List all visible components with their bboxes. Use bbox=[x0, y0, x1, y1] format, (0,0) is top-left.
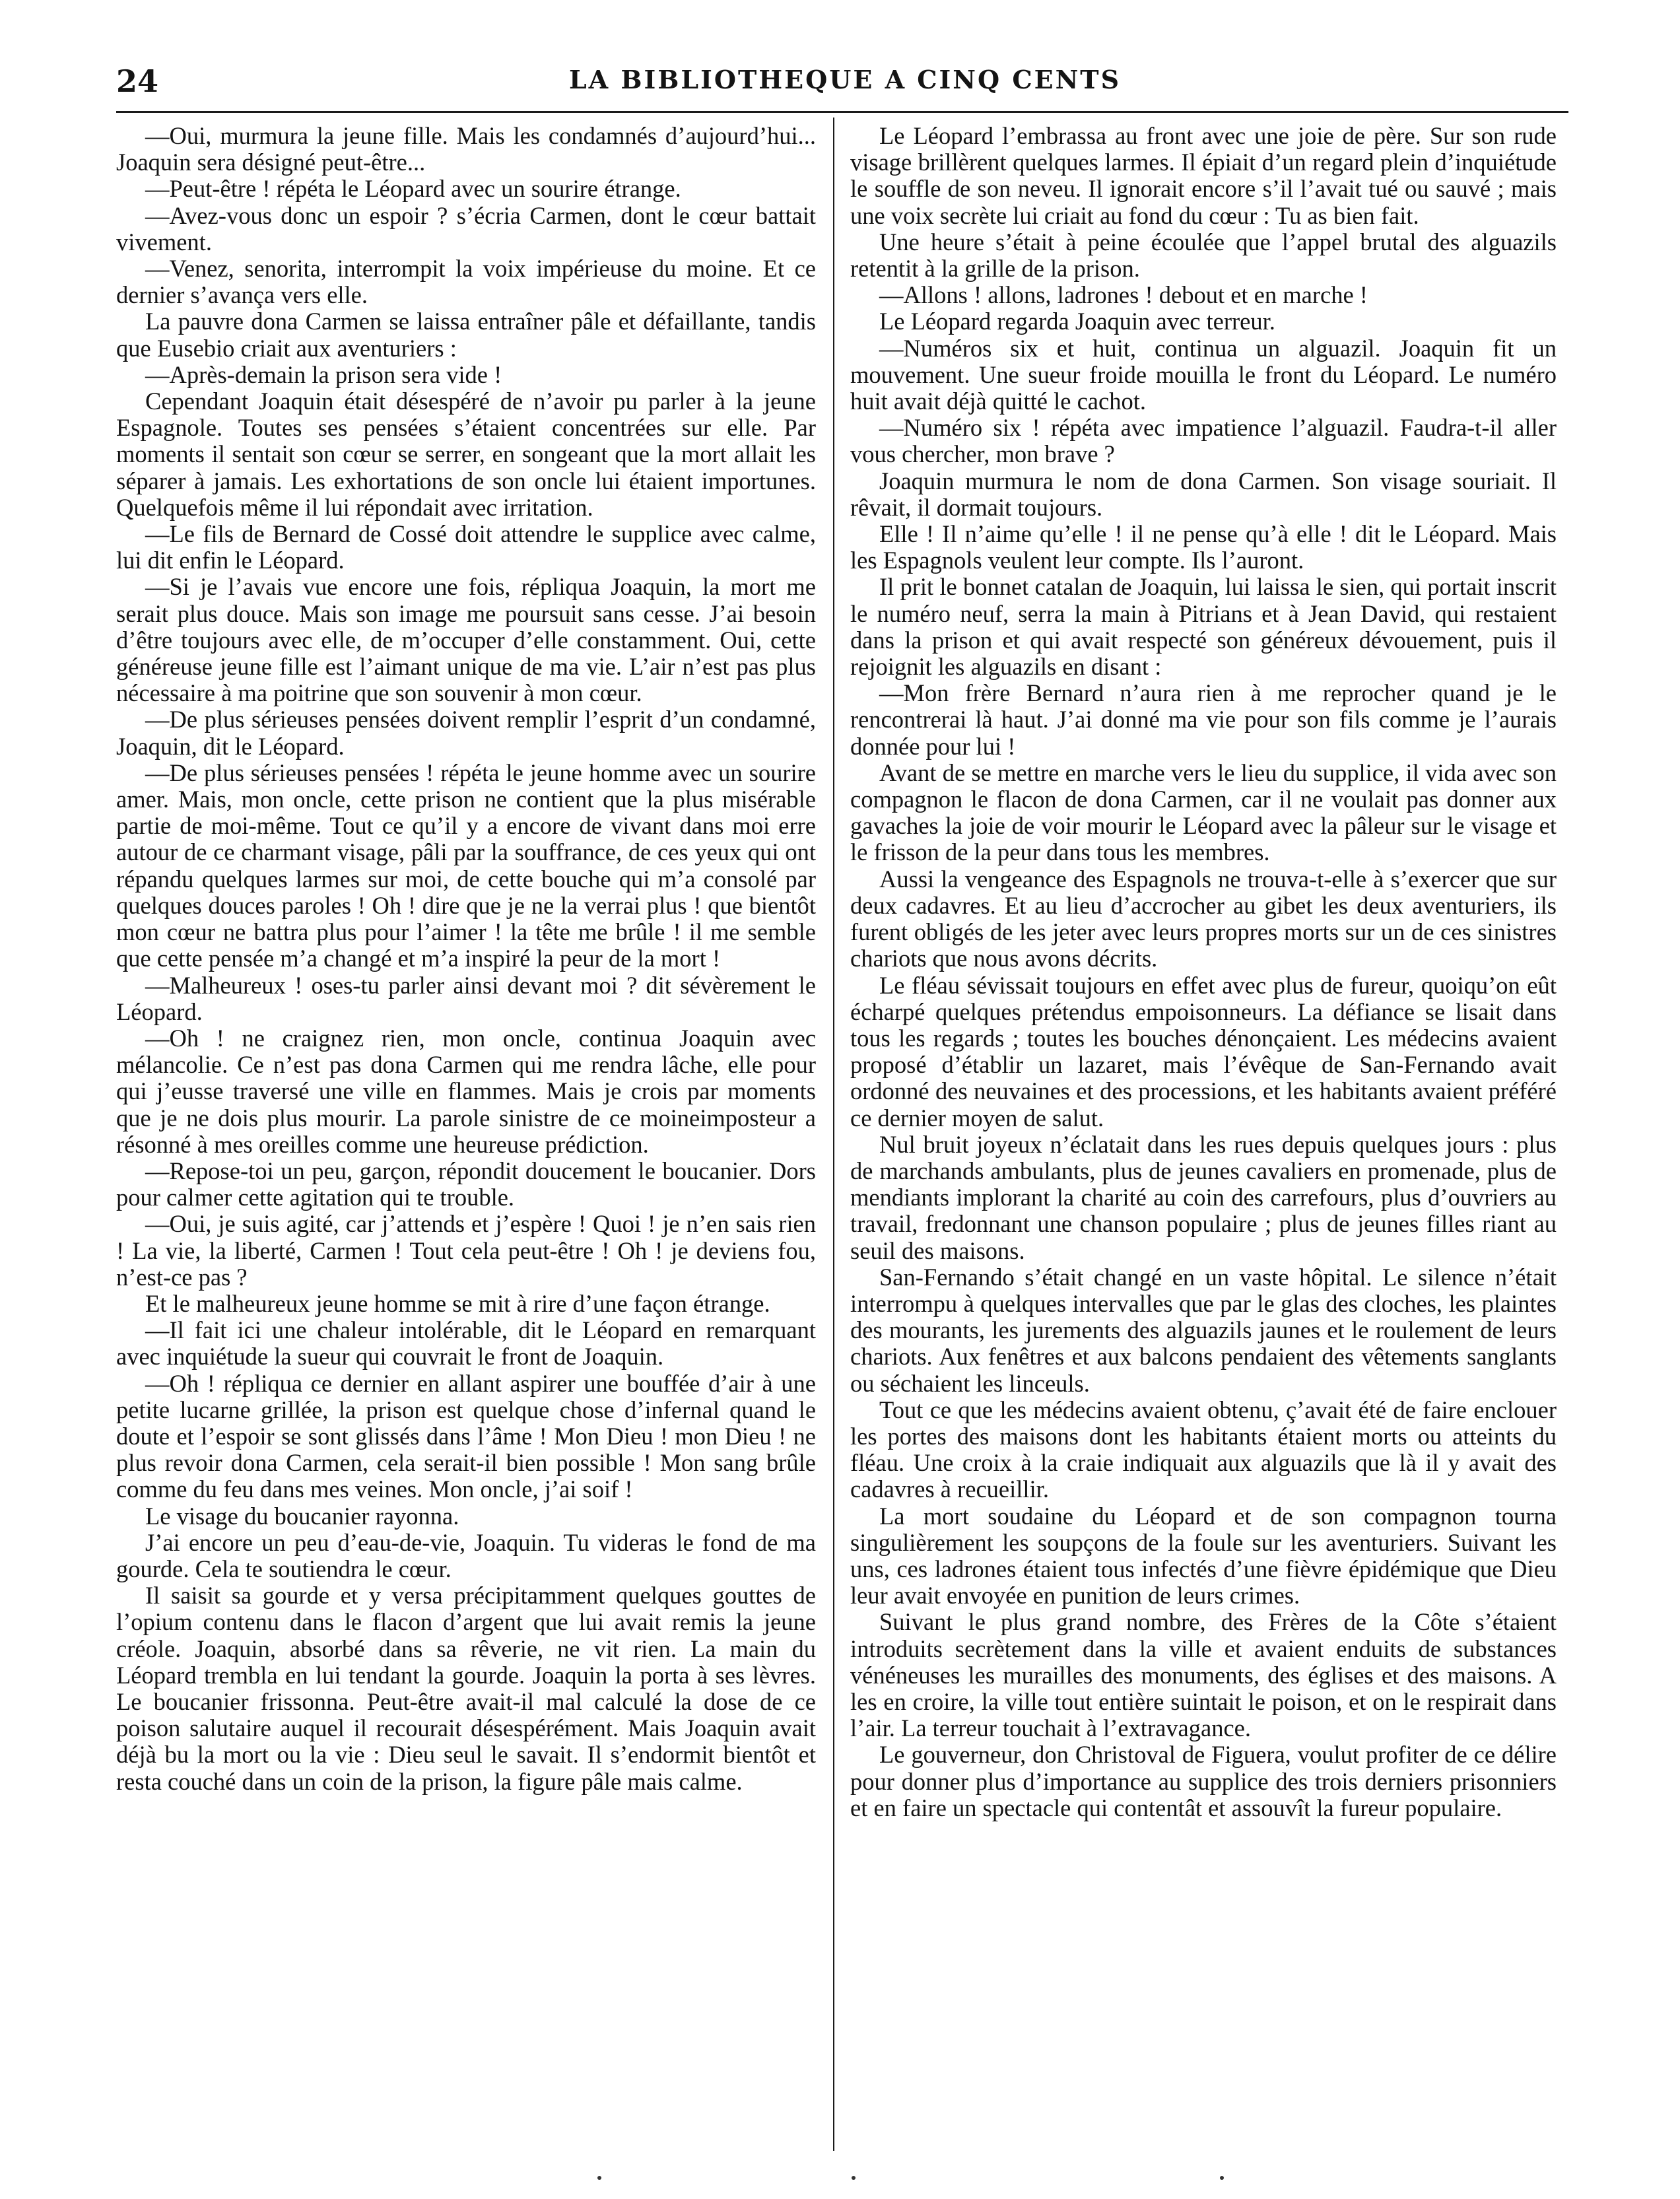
paragraph: Il prit le bonnet catalan de Joaquin, lui laissa le sien, qui portait inscrit le numéro neuf, serra la main à Pitrians et à Jean David, qui restaient dans la prison et qui avait respecté son généreux dévouement, puis il rejoignit les alguazils en disant : bbox=[850, 573, 1557, 681]
paragraph: —Oh ! ne craignez rien, mon oncle, continua Joaquin avec mélancolie. Ce n’est pas dona Carmen qui me rendra lâche, elle pour qui j’eusse traversé une ville en flammes. Mais je crois par moments que je ne dois plus mourir. La parole sinistre de ce moineimposteur a résonné à mes oreilles comme une heureuse prédiction. bbox=[116, 1024, 816, 1158]
paragraph: Joaquin murmura le nom de dona Carmen. Son visage souriait. Il rêvait, il dormait toujours. bbox=[850, 467, 1557, 521]
footer-dot bbox=[852, 2176, 856, 2180]
paragraph: —Numéros six et huit, continua un alguazil. Joaquin fit un mouvement. Une sueur froide mouilla le front du Léopard. Le numéro huit avait déjà quitté le cachot. bbox=[850, 334, 1557, 415]
paragraph: Une heure s’était à peine écoulée que l’appel brutal des alguazils retentit à la grille de la prison. bbox=[850, 228, 1557, 283]
footer-dot bbox=[597, 2176, 601, 2180]
page-number: 24 bbox=[116, 63, 159, 99]
paragraph: —Peut-être ! répéta le Léopard avec un sourire étrange. bbox=[145, 175, 681, 203]
paragraph: Le visage du boucanier rayonna. bbox=[145, 1502, 459, 1530]
paragraph: La pauvre dona Carmen se laissa entraîner pâle et défaillante, tandis que Eusebio criait aux aventuriers : bbox=[116, 308, 816, 362]
paragraph: —Oh ! répliqua ce dernier en allant aspirer une bouffée d’air à une petite lucarne grillée, la prison est quelque chose d’infernal quand le doute et l’espoir se sont glissés dans l’âme ! Mon Dieu ! mon Dieu ! ne plus revoir dona Carmen, cela serait-il bien possible ! Mon sang brûle comme du feu dans mes veines. Mon oncle, j’ai soif ! bbox=[116, 1369, 816, 1503]
paragraph: San-Fernando s’était changé en un vaste hôpital. Le silence n’était interrompu à quelques intervalles que par le glas des cloches, les plaintes des mourants, les jurements des alguazils jaunes et le roulement de leurs chariots. Aux fenêtres et aux balcons pendaient des vêtements sanglants ou séchaient les linceuls. bbox=[850, 1263, 1557, 1397]
column-divider bbox=[833, 118, 834, 2151]
paragraph: J’ai encore un peu d’eau-de-vie, Joaquin. Tu videras le fond de ma gourde. Cela te soutiendra le cœur. bbox=[116, 1528, 816, 1582]
paragraph: Nul bruit joyeux n’éclatait dans les rues depuis quelques jours : plus de marchands ambulants, plus de jeunes cavaliers en promenade, plus de mendiants implorant la charité au coin des carrefours, plus d’ouvriers au travail, fredonnant une chanson populaire ; plus de jeunes filles riant au seuil des maisons. bbox=[850, 1130, 1557, 1264]
paragraph: —Le fils de Bernard de Cossé doit attendre le supplice avec calme, lui dit enfin le Léopard. bbox=[116, 520, 816, 574]
paragraph: Le gouverneur, don Christoval de Figuera, voulut profiter de ce délire pour donner plus d’importance au supplice des trois derniers prisonniers et en faire un spectacle qui contentât et assouvît la fureur populaire. bbox=[850, 1741, 1557, 1821]
paragraph: —Oui, murmura la jeune fille. Mais les condamnés d’aujourd’hui... Joaquin sera désigné peut-être... bbox=[116, 122, 816, 176]
footer-dot bbox=[1220, 2176, 1224, 2180]
paragraph: —Avez-vous donc un espoir ? s’écria Carmen, dont le cœur battait vivement. bbox=[116, 201, 816, 255]
paragraph: Le fléau sévissait toujours en effet avec plus de fureur, quoiqu’on eût écharpé quelques prétendus empoisonneurs. La défiance se lisait dans tous les regards ; toutes les bouches dénonçaient. Les médecins avaient proposé d’établir un lazaret, mais l’évêque de San-Fernando avait ordonné des neuvaines et des processions, et les habitants avaient préféré ce dernier moyen de salut. bbox=[850, 971, 1557, 1132]
paragraph: Et le malheureux jeune homme se mit à rire d’une façon étrange. bbox=[145, 1289, 770, 1317]
header-rule bbox=[116, 111, 1568, 113]
paragraph: Le Léopard regarda Joaquin avec terreur. bbox=[879, 308, 1275, 335]
paragraph: —Si je l’avais vue encore une fois, répliqua Joaquin, la mort me serait plus douce. Mais son image me poursuit sans cesse. J’ai besoin d’être toujours avec elle, de m’occuper d’elle constamment. Oui, cette généreuse jeune fille est l’aimant unique de ma vie. L’air n’est pas plus nécessaire à ma poitrine que son souvenir à mon cœur. bbox=[116, 573, 816, 707]
paragraph: La mort soudaine du Léopard et de son compagnon tourna singulièrement les soupçons de la foule sur les aventuriers. Suivant les uns, ces ladrones étaient tous infectés d’une fièvre épidémique que Dieu leur avait envoyée en punition de leurs crimes. bbox=[850, 1502, 1557, 1609]
paragraph: Il saisit sa gourde et y versa précipitamment quelques gouttes de l’opium contenu dans le flacon d’argent que lui avait remis la jeune créole. Joaquin, absorbé dans sa rêverie, ne vit rien. La main du Léopard trembla en lui tendant la gourde. Joaquin la porta à ses lèvres. Le boucanier frissonna. Peut-être avait-il mal calculé la dose de ce poison salutaire auquel il recourait désespérément. Mais Joaquin avait déjà bu la mort ou la vie : Dieu seul le savait. Il s’endormit bientôt et resta couché dans un coin de la prison, la figure pâle mais calme. bbox=[116, 1582, 816, 1795]
paragraph: —Malheureux ! oses-tu parler ainsi devant moi ? dit sévèrement le Léopard. bbox=[116, 971, 816, 1025]
paragraph: Tout ce que les médecins avaient obtenu, ç’avait été de faire enclouer les portes des maisons dont les habitants étaient morts ou atteints du fléau. Une croix à la craie indiquait aux alguazils que là il y avait des cadavres à recueillir. bbox=[850, 1396, 1557, 1503]
paragraph: —Oui, je suis agité, car j’attends et j’espère ! Quoi ! je n’en sais rien ! La vie, la liberté, Carmen ! Tout cela peut-être ! Oh ! je deviens fou, n’est-ce pas ? bbox=[116, 1210, 816, 1291]
paragraph: —Venez, senorita, interrompit la voix impérieuse du moine. Et ce dernier s’avança vers elle. bbox=[116, 255, 816, 309]
paragraph: Elle ! Il n’aime qu’elle ! il ne pense qu’à elle ! dit le Léopard. Mais les Espagnols veulent leur compte. Ils l’auront. bbox=[850, 520, 1557, 574]
paragraph: Suivant le plus grand nombre, des Frères de la Côte s’étaient introduits secrètement dans la ville et avaient enduits de substances vénéneuses les murailles des monuments, des églises et des maisons. A les en croire, la ville tout entière suintait le poison, et on le respirait dans l’air. La terreur touchait à l’extravagance. bbox=[850, 1608, 1557, 1742]
paragraph: —Repose-toi un peu, garçon, répondit doucement le boucanier. Dors pour calmer cette agitation qui te trouble. bbox=[116, 1157, 816, 1211]
paragraph: —Numéro six ! répéta avec impatience l’alguazil. Faudra-t-il aller vous chercher, mon brave ? bbox=[850, 414, 1557, 468]
paragraph: —Mon frère Bernard n’aura rien à me reprocher quand je le rencontrerai là haut. J’ai donné ma vie pour son fils comme je l’aurais donnée pour lui ! bbox=[850, 679, 1557, 760]
running-title: LA BIBLIOTHEQUE A CINQ CENTS bbox=[568, 65, 1122, 94]
paragraph: Aussi la vengeance des Espagnols ne trouva-t-elle à s’exercer que sur deux cadavres. Et au lieu d’accrocher au gibet les deux aventuriers, ils furent obligés de les jeter avec leurs propres morts sur un de ces sinistres chariots que nous avons décrits. bbox=[850, 865, 1557, 972]
paragraph: Le Léopard l’embrassa au front avec une joie de père. Sur son rude visage brillèrent quelques larmes. Il épiait d’un regard plein d’inquiétude le souffle de son neveu. Il ignorait encore s’il l’avait tué ou sauvé ; mais une voix secrète lui criait au fond du cœur : Tu as bien fait. bbox=[850, 122, 1557, 229]
paragraph: —Après-demain la prison sera vide ! bbox=[145, 360, 502, 388]
page-header bbox=[116, 63, 1574, 99]
left-column bbox=[116, 123, 816, 1795]
paragraph: Cependant Joaquin était désespéré de n’avoir pu parler à la jeune Espagnole. Toutes ses pensées s’étaient concentrées sur elle. Par moments il sentait son cœur se serrer, en songeant que la mort allait les séparer à jamais. Les exhortations de son oncle lui étaient importunes. Quelquefois même il lui répondait avec irritation. bbox=[116, 388, 816, 521]
paragraph: Avant de se mettre en marche vers le lieu du supplice, il vida avec son compagnon le flacon de dona Carmen, car il ne voulait pas donner aux gavaches la joie de voir mourir le Léopard avec la pâleur sur le visage et le frisson de la peur dans tous les membres. bbox=[850, 759, 1557, 866]
paragraph: —De plus sérieuses pensées ! répéta le jeune homme avec un sourire amer. Mais, mon oncle, cette prison ne contient que la plus misérable partie de moi-même. Tout ce qu’il y a encore de vivant dans moi erre autour de ce charmant visage, pâli par la souffrance, de ces yeux qui ont répandu quelques larmes sur moi, de cette bouche qui m’a consolé par quelques douces paroles ! Oh ! dire que je ne la verrai plus ! que bientôt mon cœur ne battra plus pour l’aimer ! la tête me brûle ! il me semble que cette pensée m’a changé et m’a inspiré la peur de la mort ! bbox=[116, 759, 816, 972]
paragraph: —Allons ! allons, ladrones ! debout et en marche ! bbox=[879, 281, 1368, 309]
right-column bbox=[850, 123, 1557, 1821]
paragraph: —De plus sérieuses pensées doivent remplir l’esprit d’un condamné, Joaquin, dit le Léopard. bbox=[116, 706, 816, 760]
paragraph: —Il fait ici une chaleur intolérable, dit le Léopard en remarquant avec inquiétude la sueur qui couvrait le front de Joaquin. bbox=[116, 1316, 816, 1370]
